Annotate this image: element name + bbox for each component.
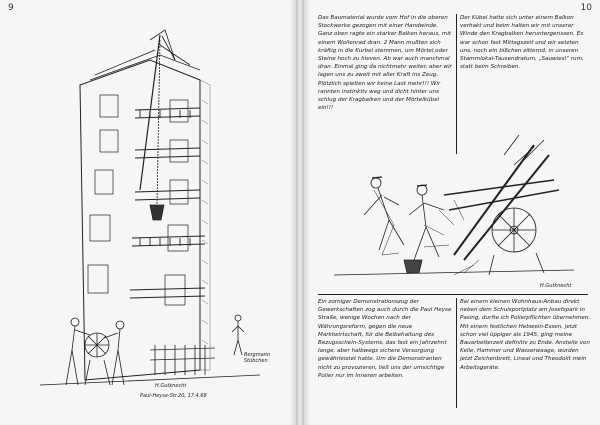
text-block-top-right: Der Kübel hatte sich unter einem Balkon verhakt und beim halten wir mit unserer Winde den Kragbalken heruntergerissen. Es war schon fast Mittagszeit und wir setzten uns, noch ein bißchen zitternd, in unseren Stammlokal-Tausendratum, „Sauwiesl“ rum, statt beim Schreiben. xyxy=(460,15,584,71)
left-page-number: 9 xyxy=(8,3,14,13)
right-page-number: 10 xyxy=(580,3,592,13)
book-gutter xyxy=(296,0,304,425)
right-signature: H.Gutknecht xyxy=(540,283,572,289)
left-page xyxy=(0,0,296,425)
accident-illustration xyxy=(304,135,600,285)
right-page xyxy=(304,0,600,425)
top-column-divider xyxy=(456,14,457,154)
bottom-column-divider xyxy=(456,298,457,408)
text-block-bottom-left: Ein zorniger Demonstrationszug der Gewerkschaften zog auch durch die Paul Heyse Straße, wenige Wochen nach der Währungsreform, gegen die neue Marktwirtschaft, für die Beibehaltung des Bezugsschein-Systems, das fast ein Jahrzehnt lange, aber halbwegs sichere Versorgung gewährleistet hatte. Um die Demonstranten nicht zu provozieren, ließ uns der umsichtige Polier nur im Inneren arbeiten. xyxy=(318,299,452,379)
left-place-date: Paul-Heyse-Str.20, 17.4.68 xyxy=(140,393,207,399)
bottom-section-divider xyxy=(318,294,588,295)
left-signature: H.Gutknecht xyxy=(155,383,187,389)
left-caption-note: Bergmann Stübchen xyxy=(244,352,271,364)
text-block-top-left: Das Baumaterial wurde vom Hof in die oberen Stockwerke gezogen mit einer Handwinde. Ganz oben ragte ein starker Balken heraus, mit einem Wollenrad dran. 2 Mann mußten sich kräftig in die Kurbel stemmen, um Mörtel oder Steine hoch zu hieven. Ab war auch manchmal dran. Einmal ging da nichtmehr weiter, aber wir lagen uns zu zweit mit aller Kraft ins Zeug. Plötzlich spielten wir keine Last mehr!!! Wir rannten instinktiv weg und dicht hinter uns schlug der Kragbalken und der Mörtelkübel ein!!! xyxy=(318,15,452,112)
text-block-bottom-right: Bei einem kleinen Wohnhaus-Anbau direkt neben dem Schulsportplatz am Josefspark in Pasing, durfte ich Polierpflichten übernehmen. Mit einem festlichen Hebwein-Essen, jetzt schon viel üppiger als 1945, ging meine Bauarbeiterzeit definitiv zu Ende. Anstelle von Kelle, Hammer und Wasserwaage, wurden jetzt Zeichenbrett, Lineal und Theodolit mein Arbeitsgeräte. xyxy=(460,299,591,371)
